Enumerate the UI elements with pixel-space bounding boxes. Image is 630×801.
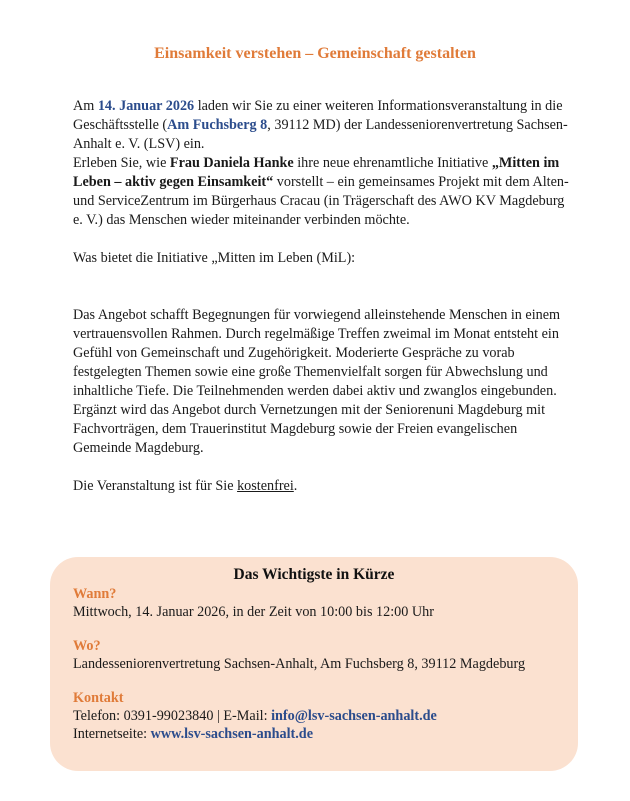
when-text: Mittwoch, 14. Januar 2026, in der Zeit von 10:00 bis 12:00 Uhr (73, 604, 434, 620)
summary-title: Das Wichtigste in Kürze (233, 566, 395, 583)
summary-box (50, 557, 578, 771)
question-paragraph: Was bietet die Initiative „Mitten im Leben (MiL): (73, 250, 356, 266)
page-title: Einsamkeit verstehen – Gemeinschaft gestalten (154, 45, 476, 62)
email-link[interactable]: info@lsv-sachsen-anhalt.de (271, 708, 437, 724)
summary-content (73, 585, 573, 743)
phone-line (73, 707, 573, 725)
erleben-paragraph (73, 154, 573, 230)
website-link[interactable]: www.lsv-sachsen-anhalt.de (150, 726, 313, 742)
intro-paragraph (73, 97, 573, 154)
erleben-text-2: ihre neue ehrenamtliche Initiative (293, 155, 492, 171)
erleben-text-1: Erleben Sie, wie (73, 155, 170, 171)
event-address: Am Fuchsberg 8 (167, 117, 268, 133)
web-line (73, 725, 573, 743)
web-text: Internetseite: (73, 726, 151, 742)
document-body (73, 97, 573, 496)
where-text: Landesseniorenvertretung Sachsen-Anhalt, Am Fuchsberg 8, 39112 Magdeburg (73, 656, 526, 672)
intro-text-2: laden wir Sie zu einer weiteren Informationsveranstaltung in die Geschäftsstelle ( (73, 98, 563, 133)
initiative-name: „Mitten im Leben – aktiv gegen Einsamkeit“ (73, 155, 560, 190)
where-label: Wo? (73, 638, 101, 654)
when-label: Wann? (73, 586, 117, 602)
free-text-2: . (293, 478, 298, 494)
where-block (73, 637, 573, 673)
free-paragraph (73, 477, 573, 496)
intro-text-1: Am (73, 98, 98, 114)
speaker-name: Frau Daniela Hanke (169, 155, 294, 171)
event-date: 14. Januar 2026 (97, 98, 195, 114)
phone-text: Telefon: 0391-99023840 | E-Mail: (73, 708, 272, 724)
intro-text-3: , 39112 MD) der Landesseniorenvertretung Sachsen-Anhalt e. V. (LSV) ein. (73, 117, 568, 152)
contact-block (73, 689, 573, 743)
free-text-1: Die Veranstaltung ist für Sie (73, 478, 238, 494)
angebot-paragraph: Das Angebot schafft Begegnungen für vorwiegend alleinstehende Menschen in einem vertrauensvollen Rahmen. Durch regelmäßige Treffen zweimal im Monat entsteht ein Gefühl von Gemeinschaft und Zugehörigkeit. Moderierte Gespräche zu vorab festgelegten Themen sowie eine große Themenvielfalt sorgen für Abwechslung und inhaltliche Tiefe. Die Teilnehmenden werden dabei aktiv und zwanglos eingebunden. Ergänzt wird das Angebot durch Vernetzungen mit der Seniorenuni Magdeburg mit Fachvorträgen, dem Trauerinstitut Magdeburg sowie der Freien evangelischen Gemeinde Magdeburg. (73, 307, 561, 456)
erleben-text-3: vorstellt – ein gemeinsames Projekt mit dem Alten- und ServiceZentrum im Bürgerhaus Cracau (in Trägerschaft des AWO KV Magdeburg e. V.) das Menschen wieder miteinander verbinden möchte. (73, 174, 569, 228)
free-word: kostenfrei (237, 478, 294, 494)
when-block (73, 585, 573, 621)
contact-label: Kontakt (73, 690, 124, 706)
